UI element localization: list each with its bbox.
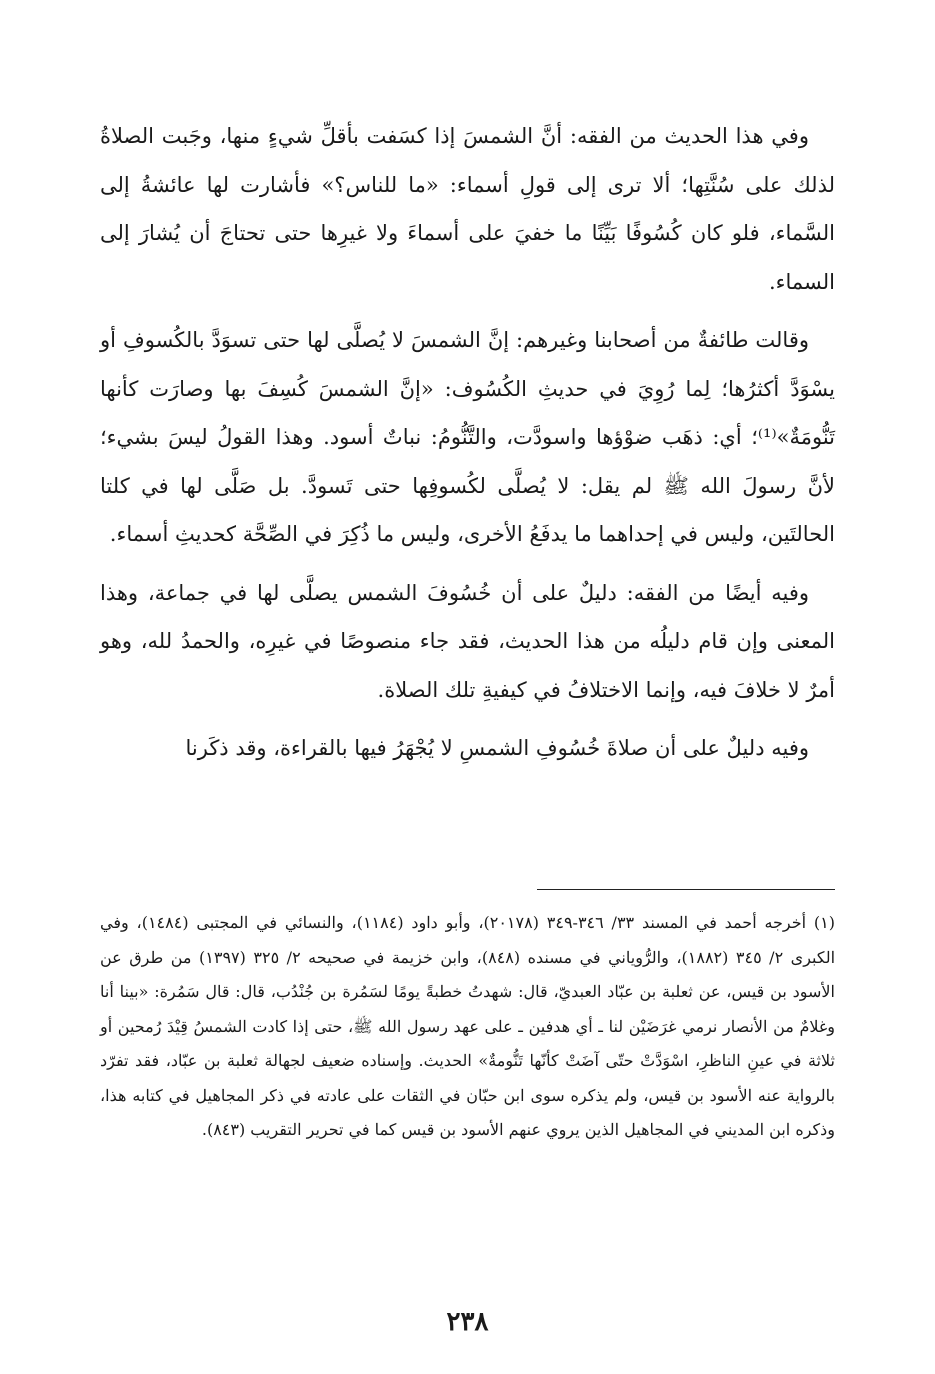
footnotes <box>100 906 835 1148</box>
paragraph-2: وقالت طائفةٌ من أصحابنا وغيرهم: إنَّ الشمسَ لا يُصلَّى لها حتى تسوَدَّ بالكُسوفِ أو يسْوَدَّ أكثرُها؛ لِما رُوِيَ في حديثِ الكُسُوف: «إنَّ الشمسَ كُسِفَ بها وصارَت كأنها تَنُّومَةٌ»⁽¹⁾؛ أي: ذهَب ضوْؤها واسودَّت، والتَّنُّومُ: نباتٌ أسود. وهذا القولُ ليسَ بشيء؛ لأنَّ رسولَ الله ﷺ لم يقل: لا يُصلَّى لكُسوفِها حتى تَسودَّ. بل صَلَّى لها في كلتا الحالتَين، وليس في إحداهما ما يدفَعُ الأخرى، وليس ما ذُكِرَ في الصِّحَّة كحديثِ أسماء. <box>100 328 835 546</box>
paragraph-4: وفيه دليلٌ على أن صلاةَ خُسُوفِ الشمسِ لا يُجْهَرُ فيها بالقراءة، وقد ذكَرنا <box>185 736 809 760</box>
footnote-separator <box>537 889 835 890</box>
paragraph-1: وفي هذا الحديث من الفقه: أنَّ الشمسَ إذا كسَفت بأقلِّ شيءٍ منها، وجَبت الصلاةُ لذلك على سُنَّتِها؛ ألا ترى إلى قولِ أسماء: «ما للناس؟» فأشارت لها عائشةُ إلى السَّماء، فلو كان كُسُوفًا بَيِّنًا ما خفيَ على أسماءَ ولا غيرِها حتى تحتاجَ أن يُشارَ إلى السماء. <box>100 124 835 294</box>
page-number: ٢٣٨ <box>446 1307 489 1337</box>
paragraph-3: وفيه أيضًا من الفقه: دليلٌ على أن خُسُوفَ الشمس يصلَّى لها في جماعة، وهذا المعنى وإن قام دليلُه من هذا الحديث، فقد جاء منصوصًا في غيرِه، والحمدُ لله، وهو أمرٌ لا خلافَ فيه، وإنما الاختلافُ في كيفيةِ تلك الصلاة. <box>100 580 835 702</box>
main-text <box>100 112 835 783</box>
footnote-1: (١) أخرجه أحمد في المسند ٣٣/ ٣٤٦-٣٤٩ (٢٠١٧٨)، وأبو داود (١١٨٤)، والنسائي في المجتبى (١٤٨٤)، وفي الكبرى ٢/ ٣٤٥ (١٨٨٢)، والرُّوياني في مسنده (٨٤٨)، وابن خزيمة في صحيحه ٢/ ٣٢٥ (١٣٩٧) من طرق عن الأسود بن قيس، عن ثعلبة بن عبّاد العبديّ، قال: شهدتُ خطبةً يومًا لسَمُرة بن جُنْدُب، قال: قال سَمُرة: «بينا أنا وغلامٌ من الأنصار نرمي غرَضَيْن لنا ـ أي هدفين ـ على عهد رسول الله ﷺ، حتى إذا كادت الشمسُ قِيْدَ رُمحين أو ثلاثة في عينِ الناظرِ، اسْوَدَّتْ حتّى آضَتْ كأنّها تَنُّومةٌ» الحديث. وإسناده ضعيف لجهالة ثعلبة بن عبّاد، فقد تفرّد بالرواية عنه الأسود بن قيس، ولم يذكره سوى ابن حبّان في الثقات على عادته في ذكر المجاهيل في كتابه هذا، وذكره ابن المديني في المجاهيل الذين يروي عنهم الأسود بن قيس كما في تحرير التقريب (٨٤٣). <box>100 913 836 1139</box>
